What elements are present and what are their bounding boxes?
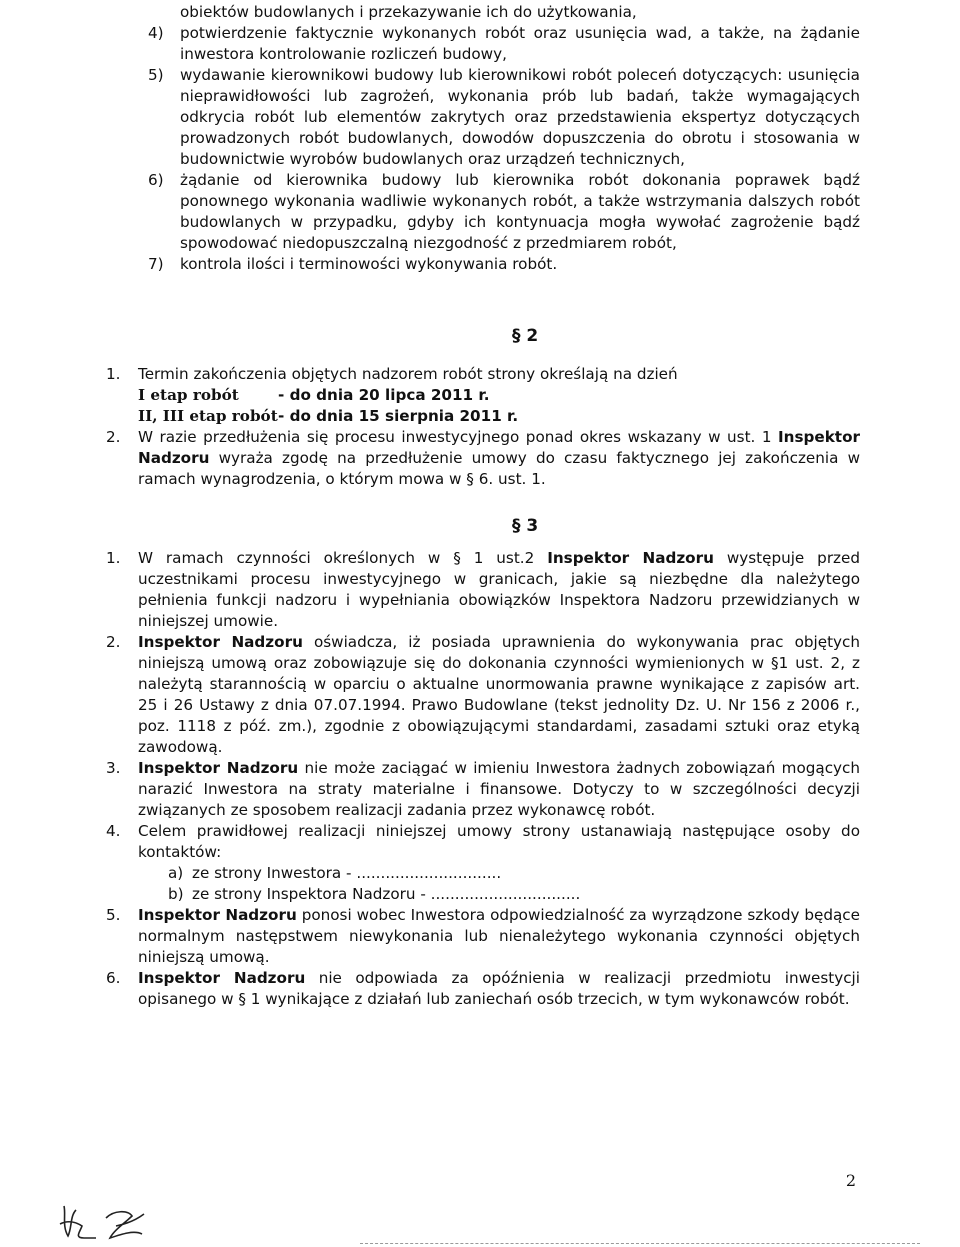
item-text-part: W ramach czynności określonych w § 1 ust.2 [138,549,535,567]
list-item [148,170,860,254]
inspector-name: Inspektor Nadzoru [138,969,306,987]
item-text-part: nie odpowiada za opóźnienia w realizacji przedmiotu inwestycji opisanego w § 1 wynikające z działań lub zaniechań osób trzecich, w tym wykonawców robót. [138,969,860,1008]
item-text-part: oświadcza, iż posiada uprawnienia do wykonywania prac objętych niniejszą umową oraz zobowiązuje się do dokonania czynności wymienionych w §1 ust. 2, z należytą starannością w oparciu o aktualne unormowania prawne wynikające z zapisów art. 25 i 26 Ustawy z dnia 07.07.1994. Prawo Budowlane (tekst jednolity Dz. U. Nr 156 z 2006 r., poz. 1118 z póź. zm.), zgodnie z obowiązującymi standardami, zasadami sztuki oraz etyką zawodową. [138,633,861,756]
list-item [148,65,860,170]
section1-list [148,2,860,275]
item-text [138,548,860,632]
list-item [148,23,860,65]
sub-item-label: b) [168,885,184,903]
item-text [138,968,860,1010]
item-number: 2. [106,428,121,446]
sub-item-label: a) [168,864,184,882]
item-text-part: wyraża zgodę na przedłużenie umowy do czasu faktycznego jej zakończenia w ramach wynagrodzenia, o którym mowa w § 6. ust. 1. [138,449,861,488]
list-item [148,254,860,275]
item-number: 5) [148,66,164,84]
item-text [138,364,860,427]
list-item [106,364,860,427]
inspector-name: Inspektor Nadzoru [138,633,303,651]
item-number: 7) [148,255,164,273]
item-text: obiektów budowlanych i przekazywanie ich do użytkowania, [180,3,637,21]
section-3-heading: § 3 [512,516,539,536]
section2-list [106,364,860,490]
item-text-part: Termin zakończenia objętych nadzorem robót strony określają na dzień [138,365,678,383]
handwritten-signature [56,1200,176,1244]
item-text-part: Celem prawidłowej realizacji niniejszej umowy strony ustanawiają następujące osoby do kontaktów: [138,822,860,861]
contact-item-inspector [106,884,860,905]
list-item [106,905,860,968]
item-text: wydawanie kierownikowi budowy lub kierownikowi robót poleceń dotyczących: usunięcia nieprawidłowości lub zagrożeń, wykonania prób lub badań, także wymagających odkrycia robót lub elementów zakrytych oraz przedstawienia ekspertyz dotyczących prowadzonych robót budowlanych, dowodów dopuszczenia do obrotu i stosowania w budownictwie wyrobów budowlanych oraz urządzeń technicznych, [180,66,860,168]
item-text-part: W razie przedłużenia się procesu inwestycyjnego ponad okres wskazany w ust. 1 [138,428,772,446]
item-text-part: nie może zaciągać w imieniu Inwestora żadnych zobowiązań mogących narazić Inwestora na straty materialne i finansowe. Dotyczy to w szczególności decyzji związanych ze sposobem realizacji zadania przez wykonawcę robót. [138,759,861,819]
item-text: potwierdzenie faktycznie wykonanych robót oraz usunięcia wad, a także, na żądanie inwestora kontrolowanie rozliczeń budowy, [180,24,860,63]
inspector-name: Inspektor Nadzoru [138,428,860,467]
item-number: 2. [106,633,121,651]
item-text [138,758,860,821]
list-item [106,427,860,490]
item-text-part: ponosi wobec Inwestora odpowiedzialność za wyrządzone szkody będące normalnym następstwem niewykonania lub nienależytego wykonania czynności objętych niniejszą umową. [138,906,861,966]
item-number: 1. [106,549,121,567]
stage1-deadline: - do dnia 20 lipca 2011 r. [278,386,490,404]
list-item [106,632,860,758]
list-item [106,821,860,863]
item-number: 4. [106,822,121,840]
page-number: 2 [845,1171,856,1190]
inspector-name: Inspektor Nadzoru [138,906,297,924]
footer-dashed-line [360,1243,920,1245]
sub-item-text: ze strony Inspektora Nadzoru - ............................... [192,885,581,903]
item-number: 3. [106,759,121,777]
item-number: 6. [106,969,121,987]
list-item [106,758,860,821]
item-number: 6) [148,171,164,189]
stage1-label: I etap robót [138,386,239,404]
list-item [148,2,860,23]
item-text: żądanie od kierownika budowy lub kierownika robót dokonania poprawek bądź ponownego wykonania wadliwie wykonanych robót, a także wstrzymania dalszych robót budowlanych w przypadku, gdyby ich kontynuacja mogła wywołać zagrożenie bądź spowodować niedopuszczalną niezgodność z przedmiarem robót, [180,171,860,252]
item-text-part: występuje przed uczestnikami procesu inwestycyjnego w granicach, jakie są niezbędne dla należytego pełnienia funkcji nadzoru i wypełniania obowiązków Inspektora Nadzoru przewidzianych w niniejszej umowie. [138,549,861,630]
item-number: 5. [106,906,121,924]
sub-item-text: ze strony Inwestora - .............................. [192,864,502,882]
list-item [106,548,860,632]
item-text [138,427,860,490]
section3-list [106,548,860,1010]
item-text [138,632,860,758]
item-number: 4) [148,24,164,42]
stage2-deadline: - do dnia 15 sierpnia 2011 r. [278,407,519,425]
inspector-name: Inspektor Nadzoru [547,549,714,567]
inspector-name: Inspektor Nadzoru [138,759,299,777]
stage2-label: II, III etap robót [138,407,278,425]
section-2-heading: § 2 [512,326,539,346]
item-text [138,821,860,863]
contact-item-investor [106,863,860,884]
item-text [138,905,860,968]
list-item [106,968,860,1010]
item-text: kontrola ilości i terminowości wykonywania robót. [180,255,558,273]
item-number: 1. [106,365,121,383]
